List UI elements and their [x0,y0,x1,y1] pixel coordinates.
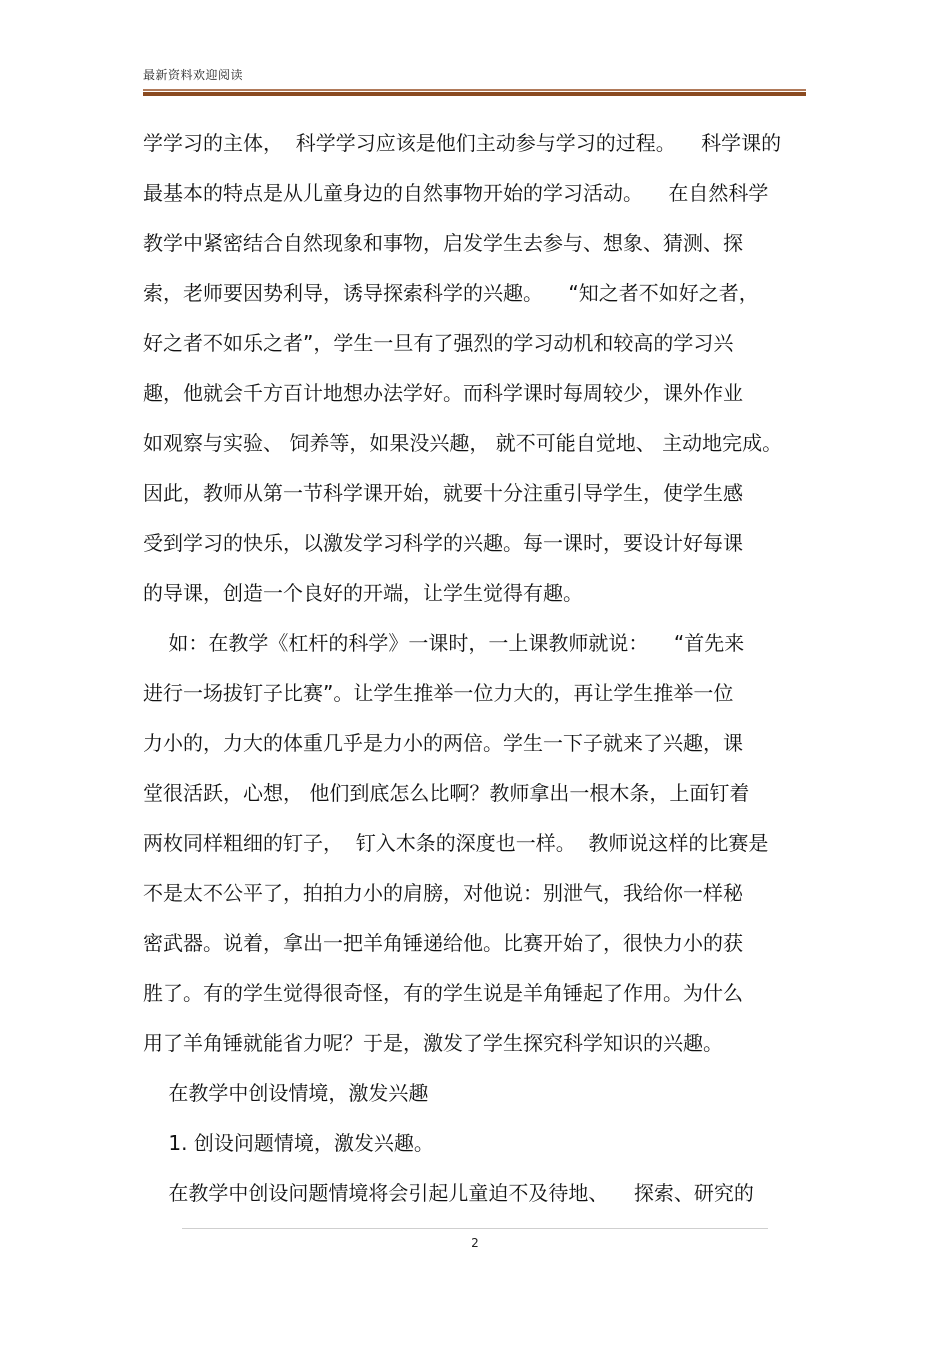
text-line: 进行一场拔钉子比赛”。让学生推举一位力大的，再让学生推举一位 [143,681,734,705]
page-number: 2 [471,1236,479,1250]
text-line: 不是太不公平了，拍拍力小的肩膀，对他说：别泄气，我给你一样秘 [143,881,743,905]
footer-rule [182,1228,768,1229]
text-line: 因此，教师从第一节科学课开始，就要十分注重引导学生，使学生感 [143,481,743,505]
text-line: 趣，他就会千方百计地想办法学好。而科学课时每周较少，课外作业 [143,381,743,405]
body-text [143,118,808,1218]
text-line: 用了羊角锤就能省力呢？于是，激发了学生探究科学知识的兴趣。 [143,1031,723,1055]
text-line: 最基本的特点是从儿童身边的自然事物开始的学习活动。 在自然科学 [143,181,769,205]
text-line: 堂很活跃，心想， 他们到底怎么比啊？教师拿出一根木条，上面钉着 [143,781,750,805]
text-line: 两枚同样粗细的钉子， 钉入木条的深度也一样。 教师说这样的比赛是 [143,831,769,855]
section-heading: 在教学中创设情境，激发兴趣 [143,1081,429,1105]
text-line: 密武器。说着，拿出一把羊角锤递给他。比赛开始了，很快力小的获 [143,931,743,955]
text-line: 的导课，创造一个良好的开端，让学生觉得有趣。 [143,581,583,605]
numbered-heading: 1. 创设问题情境，激发兴趣。 [143,1131,434,1155]
header-rule-thick [143,92,806,96]
text-line: 胜了。有的学生觉得很奇怪，有的学生说是羊角锤起了作用。为什么 [143,981,743,1005]
header-rule-thin [143,89,806,91]
text-line: 受到学习的快乐，以激发学习科学的兴趣。每一课时，要设计好每课 [143,531,743,555]
text-line: 如：在教学《杠杆的科学》一课时，一上课教师就说： “首先来 [143,631,745,655]
text-line: 力小的，力大的体重几乎是力小的两倍。学生一下子就来了兴趣，课 [143,731,743,755]
text-line: 好之者不如乐之者”，学生一旦有了强烈的学习动机和较高的学习兴 [143,331,734,355]
text-line: 索，老师要因势利导，诱导探索科学的兴趣。 “知之者不如好之者， [143,281,759,305]
text-line: 教学中紧密结合自然现象和事物，启发学生去参与、想象、猜测、探 [143,231,743,255]
text-line: 学学习的主体， 科学学习应该是他们主动参与学习的过程。 科学课的 [143,131,782,155]
text-line: 在教学中创设问题情境将会引起儿童迫不及待地、 探索、研究的 [143,1181,754,1205]
text-line: 如观察与实验、 饲养等，如果没兴趣， 就不可能自觉地、 主动地完成。 [143,431,783,455]
running-header: 最新资料欢迎阅读 [143,68,244,82]
